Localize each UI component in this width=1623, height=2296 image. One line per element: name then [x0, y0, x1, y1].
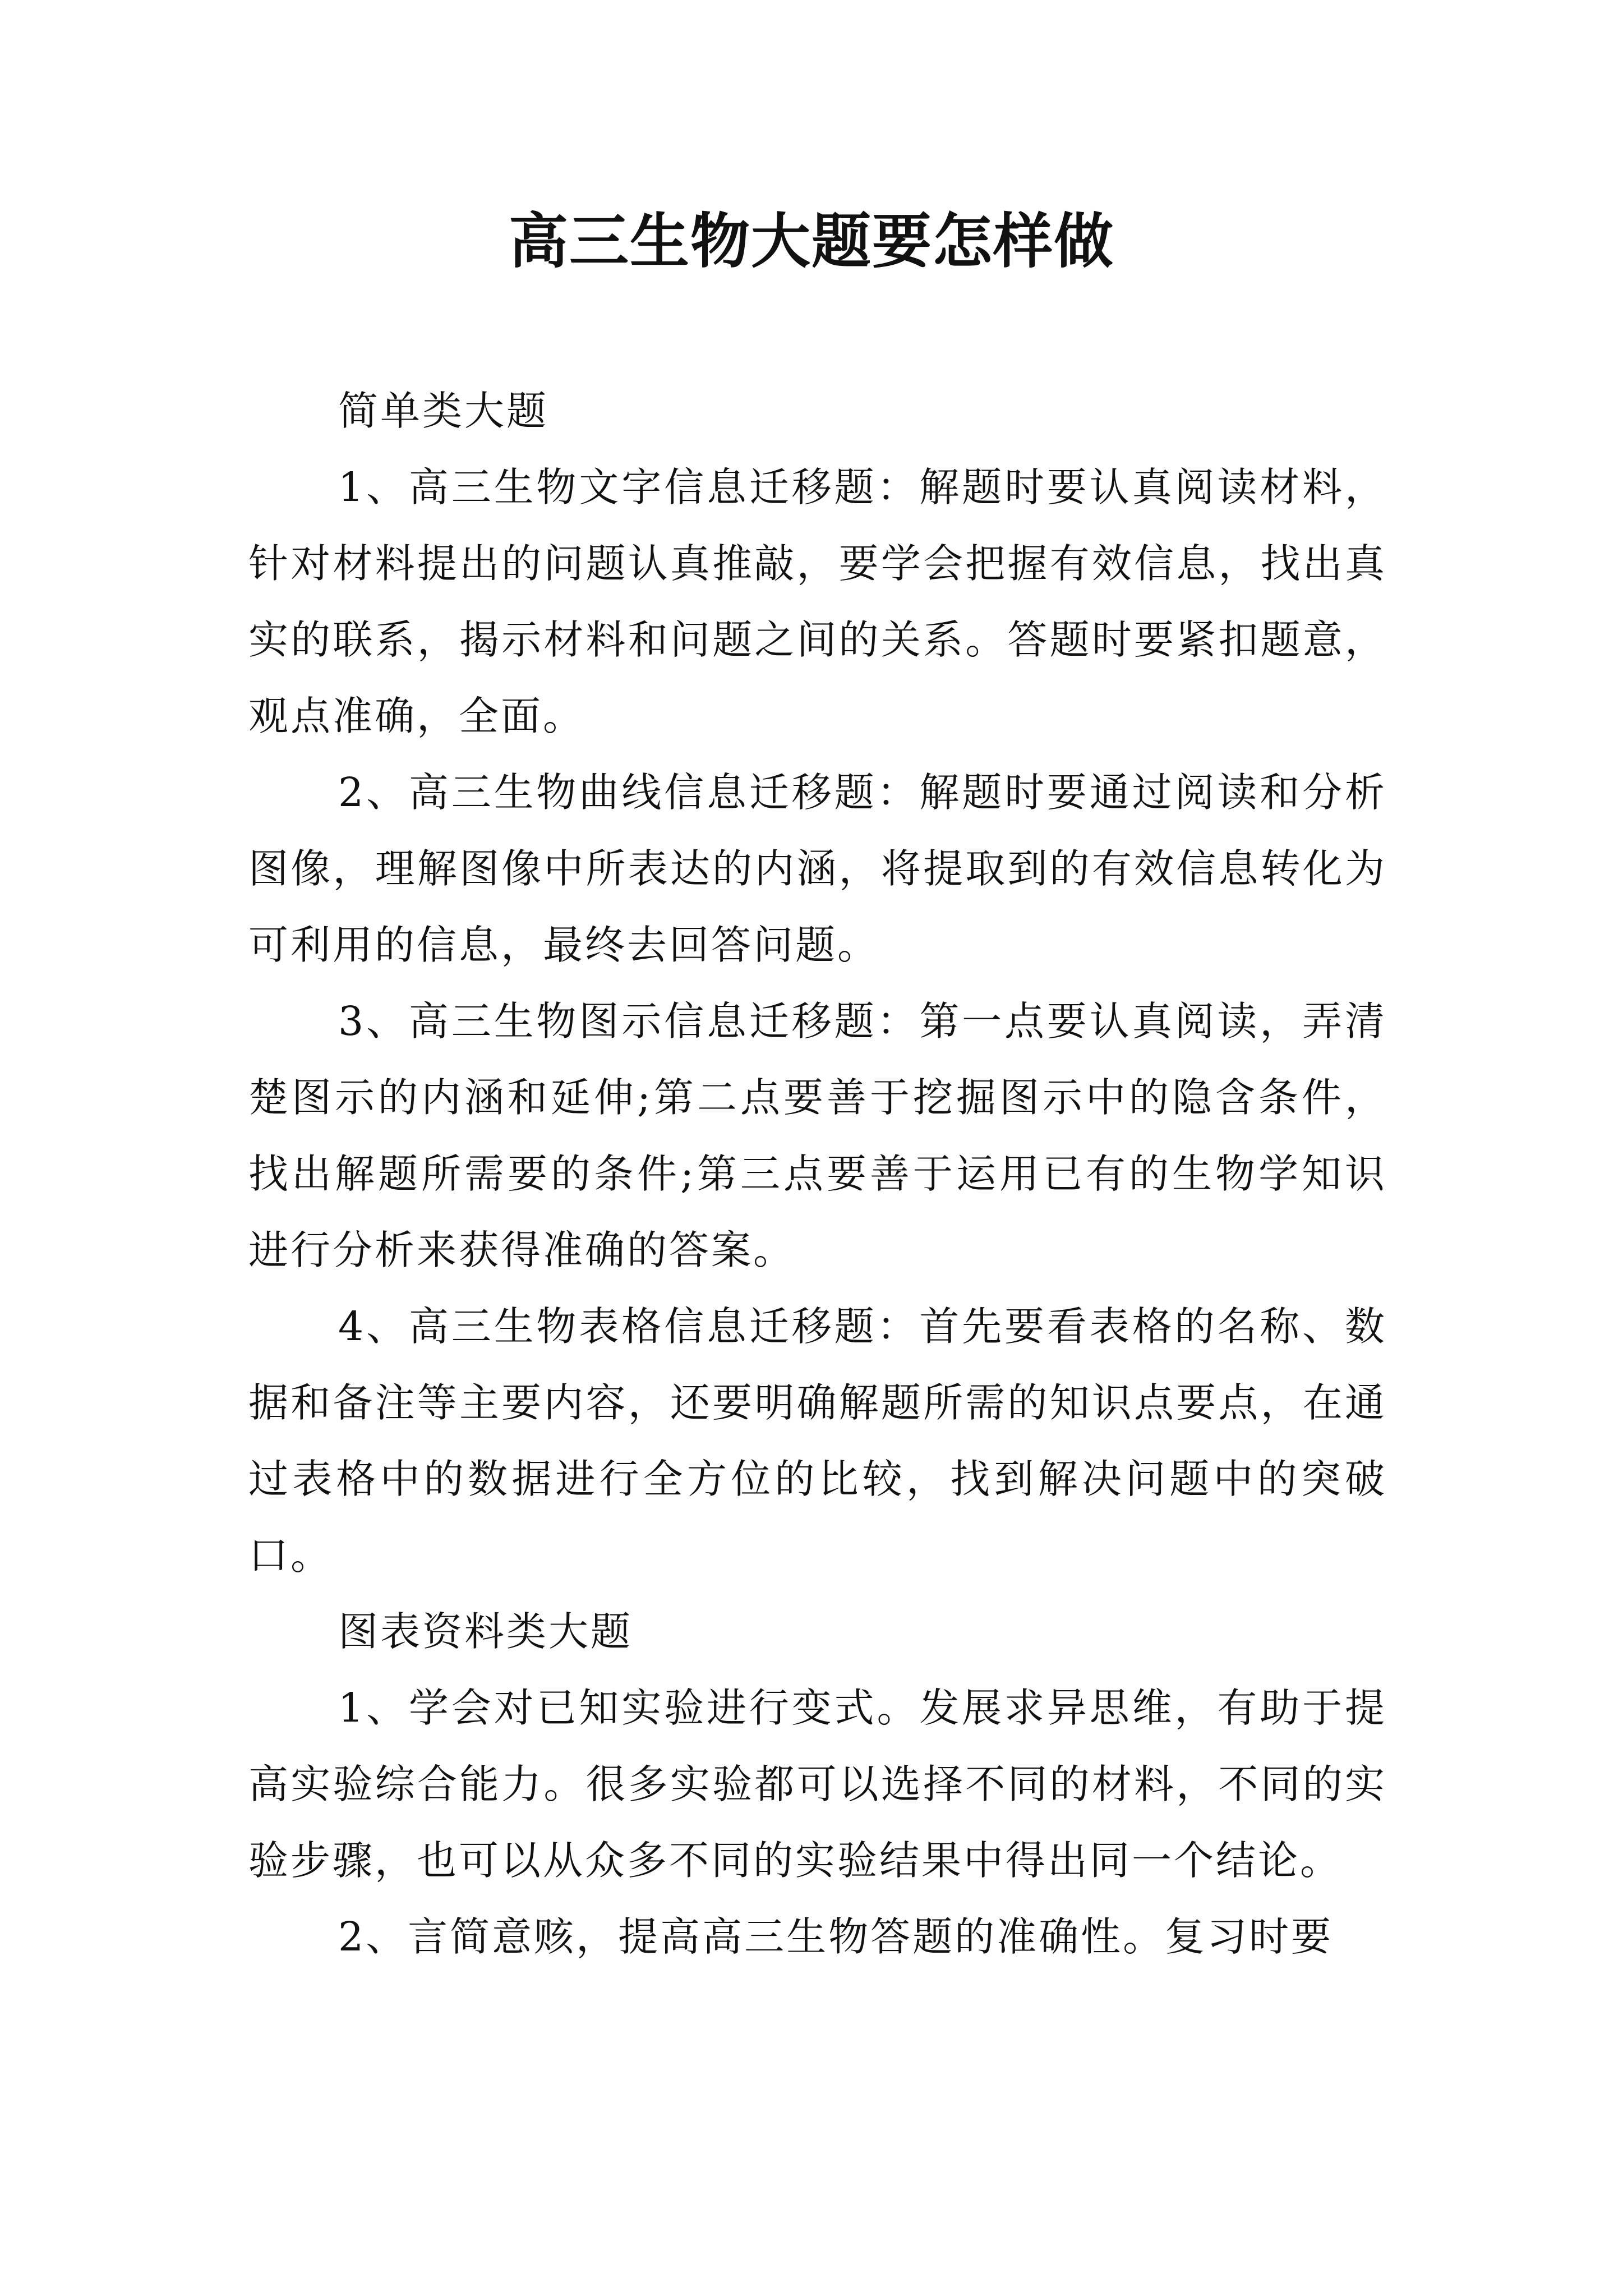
document-body [248, 373, 1387, 1975]
paragraph-answer-accuracy: 2、言简意赅，提高高三生物答题的准确性。复习时要 [338, 1913, 1334, 1960]
paragraph-experiment-variation: 1、学会对已知实验进行变式。发展求异思维，有助于提高实验综合能力。很多实验都可以选择不同的材料，不同的实验步骤，也可以从众多不同的实验结果中得出同一个结论。 [248, 1685, 1387, 1884]
paragraph-diagram-info: 3、高三生物图示信息迁移题：第一点要认真阅读，弄清楚图示的内涵和延伸;第二点要善于挖掘图示中的隐含条件，找出解题所需要的条件;第三点要善于运用已有的生物学知识进行分析来获得准确的答案。 [248, 998, 1387, 1273]
paragraph-curve-info: 2、高三生物曲线信息迁移题：解题时要通过阅读和分析图像，理解图像中所表达的内涵，将提取到的有效信息转化为可利用的信息，最终去回答问题。 [248, 769, 1387, 968]
section-heading-simple: 简单类大题 [338, 388, 549, 434]
paragraph-table-info: 4、高三生物表格信息迁移题：首先要看表格的名称、数据和备注等主要内容，还要明确解题所需的知识点要点，在通过表格中的数据进行全方位的比较，找到解决问题中的突破口。 [248, 1303, 1387, 1579]
document-title: 高三生物大题要怎样做 [509, 206, 1114, 276]
paragraph-text-info: 1、高三生物文字信息迁移题：解题时要认真阅读材料，针对材料提出的问题认真推敲，要学会把握有效信息，找出真实的联系，揭示材料和问题之间的关系。答题时要紧扣题意，观点准确，全面。 [248, 464, 1387, 739]
section-heading-chart-material: 图表资料类大题 [338, 1608, 633, 1655]
